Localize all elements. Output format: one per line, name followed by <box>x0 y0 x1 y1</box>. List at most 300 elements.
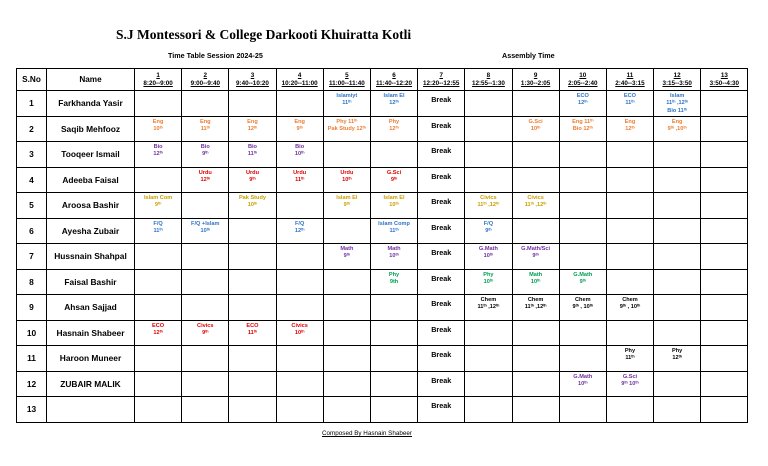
class-slot-line: 9ᵗʰ 10ᵗʰ <box>621 380 639 387</box>
empty-slot <box>559 244 606 270</box>
class-slot-line: 10ᵗʰ <box>389 202 399 209</box>
empty-slot <box>512 142 559 168</box>
class-slot-line: 9ᵗʰ <box>296 125 303 132</box>
period-number: 8 <box>486 72 491 80</box>
break-cell: Break <box>418 371 465 397</box>
column-header-period <box>512 69 559 91</box>
teacher-name: Faisal Bashir <box>47 269 135 295</box>
class-slot <box>559 91 606 117</box>
empty-slot <box>701 91 748 117</box>
period-time: 9:00--9:40 <box>190 79 220 87</box>
class-slot-line: ECO <box>152 322 165 329</box>
empty-slot <box>182 244 229 270</box>
empty-slot <box>512 167 559 193</box>
empty-slot <box>606 397 653 423</box>
empty-slot <box>323 142 370 168</box>
empty-slot <box>654 244 701 270</box>
class-slot-line: Phy <box>388 271 400 278</box>
class-slot-line: F/Q <box>153 220 163 227</box>
class-slot-line: Eng <box>294 118 305 125</box>
period-time: 2:05--2:40 <box>568 79 598 87</box>
period-time: 12:20--12:55 <box>423 79 460 87</box>
empty-slot <box>229 91 276 117</box>
serial-number: 6 <box>17 218 47 244</box>
class-slot <box>229 320 276 346</box>
empty-slot <box>229 269 276 295</box>
class-slot-line: Chem <box>575 297 591 303</box>
class-slot-line: 10ᵗʰ <box>483 253 494 260</box>
class-slot <box>182 116 229 142</box>
class-slot-line: 12ᵗʰ <box>294 227 305 234</box>
class-slot <box>606 346 653 372</box>
empty-slot <box>606 269 653 295</box>
class-slot-line: 11ᵗʰ <box>625 100 635 107</box>
class-slot-line: 9ᵗʰ <box>579 278 586 285</box>
class-slot <box>370 244 417 270</box>
period-time: 3:15--3:50 <box>662 79 692 87</box>
period-number: 7 <box>439 72 443 80</box>
break-cell: Break <box>418 167 465 193</box>
class-slot-line: 10ᵗʰ <box>294 151 305 158</box>
break-cell: Break <box>418 142 465 168</box>
serial-number: 2 <box>17 116 47 142</box>
class-slot-line: Phy <box>624 348 636 354</box>
serial-number: 9 <box>17 295 47 321</box>
empty-slot <box>229 371 276 397</box>
teacher-name: ZUBAIR MALIK <box>47 371 135 397</box>
empty-slot <box>370 346 417 372</box>
class-slot-line: Bio 11ᵗʰ <box>667 107 688 114</box>
empty-slot <box>701 193 748 219</box>
class-slot <box>370 167 417 193</box>
class-slot-line: 11ᵗʰ <box>295 176 305 183</box>
table-row <box>17 269 748 295</box>
class-slot-line: 11ᵗʰ <box>200 125 210 132</box>
class-slot <box>135 218 182 244</box>
teacher-name: Ayesha Zubair <box>47 218 135 244</box>
table-row <box>17 142 748 168</box>
class-slot-line: G.Math <box>573 271 593 278</box>
empty-slot <box>276 346 323 372</box>
class-slot <box>465 218 512 244</box>
table-row <box>17 295 748 321</box>
page-title: S.J Montessori & College Darkooti Khuiratta Kotli <box>116 27 412 42</box>
period-number: 13 <box>720 72 728 80</box>
class-slot-line: 11ᵗʰ ,12ᵗʰ <box>666 100 689 107</box>
class-slot-line: Islamiyt <box>336 93 358 99</box>
empty-slot <box>465 371 512 397</box>
class-slot-line: ECO <box>246 322 259 329</box>
class-slot-line: 10ᵗʰ <box>247 202 258 209</box>
column-header-period <box>135 69 182 91</box>
break-cell: Break <box>418 397 465 423</box>
class-slot-line: 12ᵗʰ <box>389 125 399 132</box>
class-slot <box>323 244 370 270</box>
class-slot <box>606 91 653 117</box>
empty-slot <box>182 346 229 372</box>
class-slot-line: 9th <box>389 278 399 285</box>
empty-slot <box>559 320 606 346</box>
empty-slot <box>135 244 182 270</box>
teacher-name: Ahsan Sajjad <box>47 295 135 321</box>
class-slot-line: 9ᵗʰ <box>154 202 162 209</box>
class-slot-line: F/Q <box>483 220 494 227</box>
class-slot <box>606 371 653 397</box>
empty-slot <box>654 167 701 193</box>
class-slot-line: 10ᵗʰ <box>389 253 399 260</box>
class-slot-line: 9ᵗʰ <box>249 176 256 183</box>
class-slot-line: F/Q <box>294 220 305 227</box>
class-slot-line: 11ᵗʰ ,12ᵗʰ <box>524 202 547 209</box>
empty-slot <box>229 346 276 372</box>
empty-slot <box>654 371 701 397</box>
class-slot <box>323 116 370 142</box>
class-slot <box>370 116 417 142</box>
class-slot-line: Eng <box>247 118 258 125</box>
empty-slot <box>370 142 417 168</box>
class-slot-line: Eng <box>199 118 211 125</box>
empty-slot <box>229 295 276 321</box>
class-slot-line: 9ᵗʰ <box>343 202 351 209</box>
class-slot-line: G.Math <box>478 246 498 252</box>
class-slot-line: 11ᵗʰ ,12ᵗʰ <box>477 304 500 311</box>
class-slot-line: 12ᵗʰ <box>389 100 399 107</box>
column-header-period <box>606 69 653 91</box>
class-slot-line: 9ᵗʰ <box>532 253 539 260</box>
break-cell: Break <box>418 91 465 117</box>
empty-slot <box>654 397 701 423</box>
class-slot <box>276 116 323 142</box>
empty-slot <box>135 371 182 397</box>
period-time: 3:50--4:30 <box>709 79 740 87</box>
class-slot <box>370 269 417 295</box>
class-slot-line: Urdu <box>245 169 259 176</box>
empty-slot <box>370 295 417 321</box>
class-slot <box>512 244 559 270</box>
period-number: 11 <box>626 72 634 80</box>
empty-slot <box>323 320 370 346</box>
empty-slot <box>323 218 370 244</box>
serial-number: 5 <box>17 193 47 219</box>
empty-slot <box>701 371 748 397</box>
class-slot-line: Islam El <box>383 195 405 201</box>
class-slot <box>323 193 370 219</box>
empty-slot <box>182 397 229 423</box>
empty-slot <box>135 167 182 193</box>
serial-number: 8 <box>17 269 47 295</box>
class-slot-line: Civics <box>527 195 544 201</box>
empty-slot <box>606 244 653 270</box>
break-cell: Break <box>418 244 465 270</box>
teacher-name: Aroosa Bashir <box>47 193 135 219</box>
empty-slot <box>606 320 653 346</box>
class-slot <box>370 91 417 117</box>
class-slot <box>182 142 229 168</box>
class-slot-line: Bio <box>295 144 305 150</box>
empty-slot <box>512 218 559 244</box>
empty-slot <box>465 346 512 372</box>
period-time: 9:40--10:20 <box>236 79 269 87</box>
class-slot <box>182 218 229 244</box>
empty-slot <box>701 346 748 372</box>
empty-slot <box>276 244 323 270</box>
class-slot <box>135 116 182 142</box>
empty-slot <box>559 218 606 244</box>
period-number: 1 <box>156 72 160 80</box>
class-slot-line: 9ᵗʰ <box>202 329 209 336</box>
column-header-period <box>370 69 417 91</box>
class-slot-line: 11ᵗʰ <box>247 151 258 158</box>
class-slot-line: 10ᵗʰ <box>153 125 163 132</box>
class-slot-line: 10ᵗʰ <box>483 278 494 285</box>
serial-number: 4 <box>17 167 47 193</box>
column-header-sno: S.No <box>17 69 47 91</box>
class-slot-line: 11ᵗʰ <box>342 100 352 107</box>
empty-slot <box>559 193 606 219</box>
class-slot-line: Chem <box>527 297 544 303</box>
column-header-period <box>418 69 465 91</box>
class-slot-line: Urdu <box>293 169 307 176</box>
serial-number: 3 <box>17 142 47 168</box>
empty-slot <box>701 295 748 321</box>
class-slot-line: 12ᵗʰ <box>153 329 163 336</box>
empty-slot <box>606 142 653 168</box>
teacher-name: Hasnain Shabeer <box>47 320 135 346</box>
class-slot-line: G.Sci <box>528 118 543 125</box>
class-slot <box>606 295 653 321</box>
class-slot-line: 10ᵗʰ <box>294 329 305 336</box>
class-slot-line: Pak Study 12ᵗʰ <box>327 125 366 132</box>
empty-slot <box>654 295 701 321</box>
empty-slot <box>465 167 512 193</box>
table-row <box>17 116 748 142</box>
class-slot <box>276 167 323 193</box>
empty-slot <box>276 295 323 321</box>
class-slot <box>276 218 323 244</box>
break-cell: Break <box>418 346 465 372</box>
empty-slot <box>370 320 417 346</box>
class-slot <box>323 91 370 117</box>
empty-slot <box>559 397 606 423</box>
class-slot-line: Math <box>529 271 543 278</box>
class-slot-line: 12ᵗʰ <box>578 100 588 107</box>
class-slot <box>559 269 606 295</box>
column-header-period <box>276 69 323 91</box>
class-slot <box>135 142 182 168</box>
class-slot-line: Eng <box>152 118 164 125</box>
period-time: 12:55--1:30 <box>471 79 505 87</box>
class-slot-line: 10ᵗʰ <box>342 176 352 183</box>
period-number: 4 <box>297 72 302 80</box>
empty-slot <box>701 142 748 168</box>
class-slot <box>182 320 229 346</box>
assembly-time-label: Assembly Time <box>502 51 555 60</box>
empty-slot <box>370 397 417 423</box>
empty-slot <box>465 91 512 117</box>
class-slot <box>370 193 417 219</box>
empty-slot <box>229 244 276 270</box>
class-slot <box>276 142 323 168</box>
class-slot <box>370 218 417 244</box>
empty-slot <box>654 193 701 219</box>
teacher-name: Adeeba Faisal <box>47 167 135 193</box>
class-slot-line: Math <box>340 246 354 252</box>
empty-slot <box>701 397 748 423</box>
empty-slot <box>512 320 559 346</box>
period-time: 1:30--2:05 <box>520 79 551 87</box>
class-slot-line: Chem <box>480 297 497 303</box>
class-slot <box>229 193 276 219</box>
empty-slot <box>182 269 229 295</box>
teacher-name <box>47 397 135 423</box>
class-slot <box>465 295 512 321</box>
period-number: 3 <box>250 72 255 80</box>
class-slot-line: 11ᵗʰ <box>153 227 163 234</box>
class-slot <box>465 269 512 295</box>
class-slot <box>654 346 701 372</box>
empty-slot <box>276 397 323 423</box>
class-slot <box>323 167 370 193</box>
period-number: 9 <box>533 72 538 80</box>
table-row <box>17 371 748 397</box>
class-slot-line: 12ᵗʰ <box>153 151 163 158</box>
table-row <box>17 346 748 372</box>
column-header-period <box>182 69 229 91</box>
class-slot-line: 10ᵗʰ <box>530 125 541 132</box>
class-slot-line: Urdu <box>198 169 212 176</box>
class-slot-line: G.Sci <box>622 373 638 380</box>
class-slot-line: ECO <box>623 93 637 99</box>
class-slot-line: F/Q +Islam <box>191 220 220 227</box>
empty-slot <box>654 218 701 244</box>
empty-slot <box>701 244 748 270</box>
period-time: 8:20--9:00 <box>143 79 173 87</box>
empty-slot <box>701 218 748 244</box>
class-slot <box>229 167 276 193</box>
class-slot-line: Islam <box>670 93 685 99</box>
composed-by: Composed By Hasnain Shabeer <box>322 430 412 437</box>
class-slot-line: Chem <box>622 297 638 303</box>
table-row <box>17 244 748 270</box>
empty-slot <box>323 295 370 321</box>
empty-slot <box>135 269 182 295</box>
class-slot-line: Eng <box>671 118 683 125</box>
empty-slot <box>135 397 182 423</box>
class-slot <box>135 193 182 219</box>
empty-slot <box>512 397 559 423</box>
empty-slot <box>559 142 606 168</box>
class-slot <box>654 91 701 117</box>
empty-slot <box>276 371 323 397</box>
class-slot-line: 10ᵗʰ <box>200 227 211 234</box>
timetable-body <box>17 91 748 423</box>
class-slot-line: 9ᵗʰ <box>343 253 351 260</box>
empty-slot <box>465 320 512 346</box>
empty-slot <box>323 269 370 295</box>
class-slot-line: 11ᵗʰ ,12ᵗʰ <box>524 304 547 311</box>
class-slot <box>512 295 559 321</box>
class-slot-line: Islam Comp <box>378 220 410 227</box>
break-cell: Break <box>418 295 465 321</box>
serial-number: 11 <box>17 346 47 372</box>
class-slot-line: 12ᵗʰ <box>200 176 211 183</box>
table-row <box>17 91 748 117</box>
class-slot-line: Phy <box>483 271 494 278</box>
break-cell: Break <box>418 193 465 219</box>
class-slot-line: 12ᵗʰ <box>247 125 258 132</box>
class-slot-line: 11ᵗʰ ,12ᵗʰ <box>477 202 500 209</box>
class-slot-line: G.Math <box>573 373 593 380</box>
empty-slot <box>276 269 323 295</box>
empty-slot <box>323 371 370 397</box>
class-slot-line: Islam El <box>383 93 405 99</box>
class-slot-line: Eng <box>624 118 636 125</box>
class-slot-line: Bio 12ᵗʰ <box>572 125 593 132</box>
break-cell: Break <box>418 116 465 142</box>
class-slot-line: 9ᵗʰ ,10ᵗʰ <box>667 125 687 132</box>
class-slot <box>654 116 701 142</box>
period-number: 12 <box>673 72 681 80</box>
empty-slot <box>654 142 701 168</box>
class-slot <box>606 116 653 142</box>
serial-number: 7 <box>17 244 47 270</box>
empty-slot <box>182 91 229 117</box>
class-slot-line: Islam Com <box>143 195 173 201</box>
period-number: 6 <box>392 72 396 80</box>
empty-slot <box>182 295 229 321</box>
class-slot-line: 9ᵗʰ , 10ᵗʰ <box>572 304 594 311</box>
teacher-name: Tooqeer Ismail <box>47 142 135 168</box>
break-cell: Break <box>418 218 465 244</box>
class-slot-line: Civics <box>291 322 308 329</box>
period-time: 11:00--11:40 <box>328 79 365 87</box>
class-slot-line: 11ᵗʰ <box>625 355 635 362</box>
class-slot-line: 9ᵗʰ <box>202 151 209 158</box>
empty-slot <box>135 295 182 321</box>
period-time: 11:40--12:20 <box>376 79 413 87</box>
timetable-header <box>17 69 748 91</box>
class-slot-line: 12ᵗʰ <box>625 125 635 132</box>
class-slot-line: G.Math/Sci <box>521 246 551 252</box>
column-header-period <box>323 69 370 91</box>
class-slot-line: 11ᵗʰ <box>247 329 258 336</box>
period-number: 5 <box>345 72 349 80</box>
class-slot-line: Islam El <box>336 195 358 201</box>
teacher-name: Saqib Mehfooz <box>47 116 135 142</box>
period-number: 10 <box>579 72 587 80</box>
period-time: 10:20--11:00 <box>281 79 318 87</box>
empty-slot <box>654 269 701 295</box>
class-slot <box>559 116 606 142</box>
empty-slot <box>465 116 512 142</box>
empty-slot <box>182 371 229 397</box>
empty-slot <box>465 142 512 168</box>
class-slot-line: Bio <box>247 144 257 150</box>
empty-slot <box>606 193 653 219</box>
class-slot-line: 9ᵗʰ , 10ᵗʰ <box>619 304 641 311</box>
column-header-period <box>701 69 748 91</box>
class-slot-line: Phy <box>672 348 683 354</box>
class-slot <box>229 116 276 142</box>
class-slot-line: Civics <box>480 195 497 201</box>
class-slot-line: 10ᵗʰ <box>530 278 541 285</box>
class-slot-line: Pak Study <box>238 195 266 201</box>
empty-slot <box>229 218 276 244</box>
empty-slot <box>182 193 229 219</box>
class-slot-line: 9ᵗʰ <box>485 227 492 234</box>
empty-slot <box>606 218 653 244</box>
table-row <box>17 218 748 244</box>
